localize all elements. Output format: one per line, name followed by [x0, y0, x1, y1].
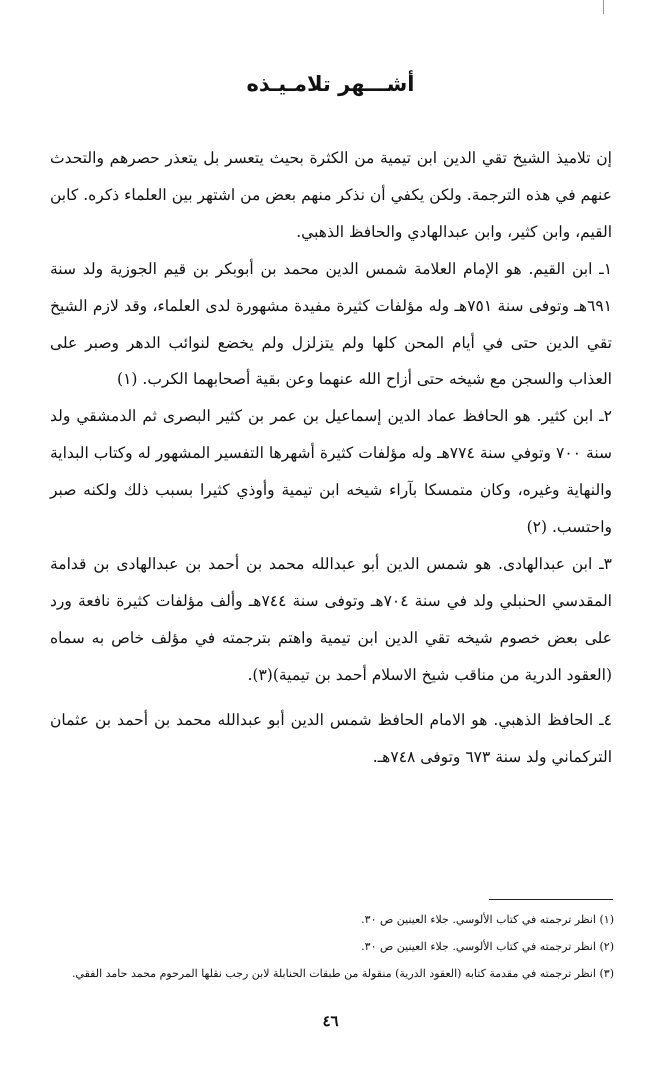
footnote-2: (٢) انظر ترجمته في كتاب الألوسي. جلاء العينين ص ٣٠.	[361, 940, 614, 953]
intro-paragraph: إن تلاميذ الشيخ تقي الدين ابن تيمية من الكثرة بحيث يتعسر بل يتعذر حصرهم والتحدث عنهم في هذه الترجمة. ولكن يكفي أن نذكر منهم بعض من اشتهر بين العلماء ذكره. كابن القيم، وابن كثير، وابن عبدالهادي والحافظ الذهبي.	[50, 149, 612, 241]
body-text	[50, 140, 612, 775]
ibn-abdulhadi-paragraph: ٣ـ ابن عبدالهادى. هو شمس الدين أبو عبدالله محمد بن أحمد بن عبدالهادى بن قدامة المقدسي الحنبلي ولد في سنة ٧٠٤هـ وتوفى سنة ٧٤٤هـ وألف مؤلفات كثيرة نافعة ورد على بعض خصوم شيخه تقي الدين ابن تيمية واهتم بترجمته في مؤلف خاص به سماه (العقود الدرية من مناقب شيخ الاسلام أحمد بن تيمية)(٣).	[50, 554, 612, 684]
scan-edge-mark	[603, 0, 604, 14]
footnote-divider	[489, 899, 613, 900]
footnote-1: (١) انظر ترجمته في كتاب الألوسي. جلاء العينين ص ٣٠.	[361, 913, 614, 926]
page-number: ٤٦	[322, 1012, 339, 1030]
ibn-qayyim-paragraph: ١ـ ابن القيم. هو الإمام العلامة شمس الدين محمد بن أبوبكر بن قيم الجوزية ولد سنة ٦٩١هـ وتوفى سنة ٧٥١هـ وله مؤلفات كثيرة مفيدة مشهورة لدى العلماء، وقد لازم الشيخ تقي الدين حتى في أيام المحن كلها ولم يتزلزل ولم يخضع لنوائب الدهر وصبر على العذاب والسجن مع شيخه حتى أزاح الله عنهما وعن بقية أصحابهما الكرب. (١)	[50, 259, 613, 389]
page-title: أشـــهر تلامـيـذه	[246, 72, 415, 96]
ibn-kathir-paragraph: ٢ـ ابن كثير. هو الحافظ عماد الدين إسماعيل بن عمر بن كثير البصرى ثم الدمشقي ولد سنة ٧٠٠ وتوفي سنة ٧٧٤هـ وله مؤلفات كثيرة أشهرها التفسير المشهور له وكتاب البداية والنهاية وغيره، وكان متمسكا بآراء شيخه ابن تيمية وأوذي كثيرا بسبب ذلك ولكنه صبر واحتسب. (٢)	[50, 407, 613, 537]
footnotes	[30, 906, 614, 987]
footnote-3: (٣) انظر ترجمته في مقدمة كتابه (العقود الدرية) منقولة من طبقات الحنابلة لابن رجب نقلها المرحوم محمد حامد الفقي.	[71, 967, 614, 980]
dhahabi-paragraph: ٤ـ الحافظ الذهبي. هو الامام الحافظ شمس الدين أبو عبدالله محمد بن أحمد بن عثمان التركماني ولد سنة ٦٧٣ وتوفى ٧٤٨هـ.	[50, 710, 612, 766]
